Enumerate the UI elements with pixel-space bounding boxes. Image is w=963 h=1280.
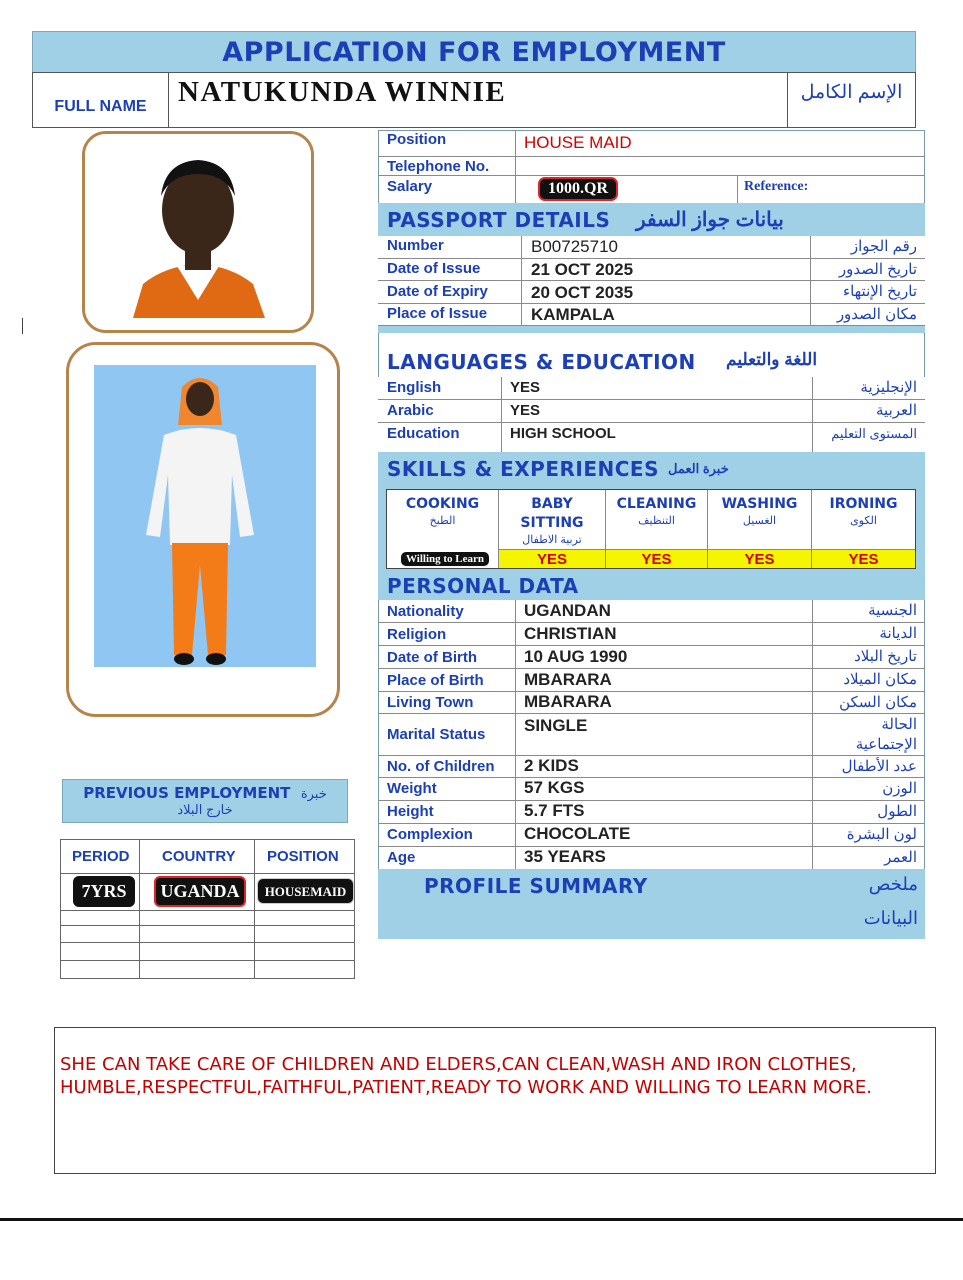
full-body-illustration — [94, 365, 316, 667]
issue-place-ar: مكان الصدور — [836, 306, 917, 323]
personal-row: No. of Children 2 KIDS عدد الأطفال — [378, 756, 925, 778]
position-header: POSITION — [267, 848, 339, 865]
language-row — [378, 400, 925, 423]
personal-row: Complexion CHOCOLATE لون البشرة — [378, 824, 925, 847]
form-title: APPLICATION FOR EMPLOYMENT — [32, 31, 916, 73]
personal-row: Age 35 YEARS العمر — [387, 847, 917, 866]
profile-summary-title: PROFILE SUMMARY — [424, 874, 648, 898]
languages-title-ar: اللغة والتعليم — [726, 350, 818, 369]
position-label: Position — [387, 131, 447, 148]
employment-country: UGANDA — [154, 876, 246, 907]
arabic-ar: العربية — [876, 402, 917, 419]
english-value: YES — [510, 379, 541, 396]
personal-row: Weight 57 KGS الوزن — [378, 778, 925, 801]
full-name-label: FULL NAME — [33, 73, 169, 127]
salary-row — [378, 176, 925, 203]
profile-summary-text — [60, 1053, 930, 1099]
profile-summary-title-ar-2: البيانات — [863, 908, 918, 928]
portrait-illustration — [85, 134, 311, 330]
passport-title-ar: بيانات جواز السفر — [636, 209, 784, 231]
skill-washing: WASHING الغسيل YES — [708, 490, 812, 568]
education-value: HIGH SCHOOL — [510, 425, 616, 442]
personal-row: Height 5.7 FTS الطول — [378, 801, 925, 824]
skills-grid — [386, 489, 916, 569]
full-body-photo — [66, 342, 340, 717]
english-ar: الإنجليزية — [860, 379, 917, 396]
previous-employment-title-ar-1: خبرة — [300, 787, 327, 802]
bottom-rule — [0, 1218, 963, 1221]
full-name-value: NATUKUNDA WINNIE — [178, 76, 507, 108]
arabic-value: YES — [510, 402, 541, 419]
profile-summary-title-ar-1: ملخص — [868, 874, 918, 894]
willing-to-learn-badge: Willing to Learn — [401, 552, 489, 566]
period-header: PERIOD — [72, 848, 130, 865]
skill-ironing: IRONING الكوى YES — [812, 490, 915, 568]
issue-place-label: Place of Issue — [387, 305, 488, 322]
salary-value: 1000.QR — [538, 177, 618, 201]
personal-row: Nationality UGANDAN الجنسية — [378, 600, 925, 623]
profile-summary-line-1: SHE CAN TAKE CARE OF CHILDREN AND ELDERS,CAN CLEAN,WASH AND IRON CLOTHES, — [60, 1054, 857, 1075]
passport-number-value: B00725710 — [531, 237, 618, 256]
telephone-row — [378, 157, 925, 176]
salary-label: Salary — [387, 178, 433, 195]
education-label: Education — [387, 425, 460, 442]
personal-row: Religion CHRISTIAN الديانة — [378, 623, 925, 646]
education-ar: المستوى التعليم — [831, 426, 917, 441]
passport-row — [378, 304, 925, 326]
passport-row — [378, 281, 925, 304]
position-value: HOUSE MAID — [524, 133, 632, 152]
expiry-date-ar: تاريخ الإنتهاء — [843, 283, 917, 300]
personal-title: PERSONAL DATA — [387, 574, 579, 598]
issue-place-value: KAMPALA — [531, 305, 615, 324]
issue-date-ar: تاريخ الصدور — [838, 261, 917, 278]
personal-row: Marital Status SINGLE الحالة الإجتماعية — [378, 714, 925, 756]
telephone-label: Telephone No. — [387, 158, 490, 175]
passport-row — [378, 236, 925, 259]
languages-title: LANGUAGES & EDUCATION — [387, 350, 696, 374]
position-row — [378, 130, 925, 157]
country-header: COUNTRY — [162, 848, 236, 865]
issue-date-value: 21 OCT 2025 — [531, 260, 634, 279]
arabic-label: Arabic — [387, 402, 434, 419]
expiry-date-value: 20 OCT 2035 — [531, 283, 634, 302]
previous-employment-header — [62, 779, 348, 823]
skills-title-ar: خبرة العمل — [668, 461, 729, 476]
personal-row: Date of Birth 10 AUG 1990 تاريخ البلاد — [378, 646, 925, 669]
skill-cooking: COOKING الطبخ Willing to Learn — [387, 490, 499, 568]
passport-title: PASSPORT DETAILS — [387, 208, 611, 232]
stray-mark — [22, 318, 23, 334]
reference-label: Reference: — [744, 179, 809, 194]
passport-number-ar: رقم الجواز — [850, 238, 917, 255]
skills-title: SKILLS & EXPERIENCES — [387, 457, 659, 481]
passport-number-label: Number — [387, 237, 444, 254]
previous-employment-title-ar-2: خارج البلاد — [177, 802, 233, 817]
skill-baby-sitting: BABY SITTING تربية الاطفال YES — [499, 490, 606, 568]
employment-position: HOUSEMAID — [257, 878, 354, 904]
profile-summary-box — [54, 1027, 936, 1174]
language-row — [378, 377, 925, 400]
expiry-date-label: Date of Expiry — [387, 283, 488, 300]
personal-row: Living Town MBARARA مكان السكن — [378, 692, 925, 714]
previous-employment-title: PREVIOUS EMPLOYMENT — [83, 784, 291, 802]
english-label: English — [387, 379, 442, 396]
profile-summary-line-2: HUMBLE,RESPECTFUL,FAITHFUL,PATIENT,READY TO WORK AND WILLING TO LEARN MORE. — [60, 1077, 872, 1098]
personal-row: Place of Birth MBARARA مكان الميلاد — [378, 669, 925, 692]
issue-date-label: Date of Issue — [387, 260, 481, 277]
language-row — [378, 423, 925, 452]
employment-period: 7YRS — [73, 876, 135, 907]
full-name-label-ar: الإسم الكامل — [787, 73, 915, 127]
skill-cleaning: CLEANING التنظيف YES — [606, 490, 708, 568]
passport-row — [378, 259, 925, 281]
portrait-photo — [82, 131, 314, 333]
